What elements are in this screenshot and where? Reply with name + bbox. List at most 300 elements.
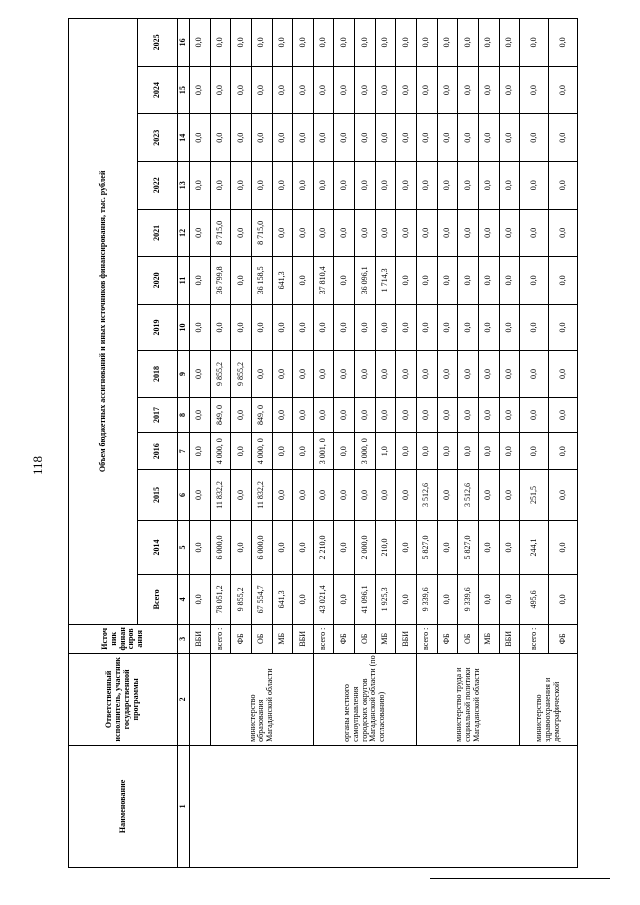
value-cell: 0,0 xyxy=(313,304,334,350)
value-cell: 0,0 xyxy=(549,114,578,162)
value-cell: 6 000,0 xyxy=(251,520,272,574)
table-row xyxy=(313,19,334,868)
value-cell: 0,0 xyxy=(231,470,252,521)
value-cell: 0,0 xyxy=(190,397,211,433)
value-cell: 36 096,1 xyxy=(355,257,376,305)
name-cell xyxy=(190,745,578,867)
value-cell: 0,0 xyxy=(334,257,355,305)
value-cell: 0,0 xyxy=(458,257,479,305)
column-number: 1 xyxy=(178,745,190,867)
value-cell: 0,0 xyxy=(251,66,272,114)
column-number: 10 xyxy=(178,304,190,350)
header-year: 2022 xyxy=(138,161,178,209)
value-cell: 0,0 xyxy=(231,520,252,574)
value-cell: 0,0 xyxy=(190,304,211,350)
value-cell: 0,0 xyxy=(549,161,578,209)
value-cell: 37 810,4 xyxy=(313,257,334,305)
value-cell: 0,0 xyxy=(396,257,417,305)
value-cell: 0,0 xyxy=(396,304,417,350)
value-cell: 9 855,2 xyxy=(231,574,252,624)
value-cell: 0,0 xyxy=(499,304,520,350)
value-cell: 0,0 xyxy=(478,257,499,305)
value-cell: 0,0 xyxy=(210,304,231,350)
column-number: 9 xyxy=(178,351,190,397)
value-cell: 0,0 xyxy=(334,520,355,574)
source-cell: ВБИ xyxy=(499,624,520,653)
column-number: 11 xyxy=(178,257,190,305)
value-cell: 0,0 xyxy=(520,304,549,350)
value-cell: 0,0 xyxy=(396,470,417,521)
source-cell: всего : xyxy=(313,624,334,653)
value-cell: 0,0 xyxy=(334,66,355,114)
value-cell: 0,0 xyxy=(478,304,499,350)
source-cell: ВБИ xyxy=(190,624,211,653)
value-cell: 78 051,2 xyxy=(210,574,231,624)
value-cell: 0,0 xyxy=(190,574,211,624)
value-cell: 210,0 xyxy=(375,520,396,574)
value-cell: 641,3 xyxy=(272,257,293,305)
value-cell: 3 512,6 xyxy=(458,470,479,521)
value-cell: 0,0 xyxy=(520,114,549,162)
value-cell: 11 832,2 xyxy=(251,470,272,521)
value-cell: 0,0 xyxy=(499,114,520,162)
value-cell: 0,0 xyxy=(478,19,499,67)
value-cell: 8 715,0 xyxy=(251,209,272,257)
value-cell: 0,0 xyxy=(272,161,293,209)
value-cell: 0,0 xyxy=(272,351,293,397)
value-cell: 0,0 xyxy=(437,433,458,470)
value-cell: 0,0 xyxy=(375,351,396,397)
value-cell: 0,0 xyxy=(210,114,231,162)
column-number: 3 xyxy=(178,624,190,653)
value-cell: 0,0 xyxy=(478,161,499,209)
value-cell: 0,0 xyxy=(231,209,252,257)
value-cell: 5 827,0 xyxy=(458,520,479,574)
value-cell: 0,0 xyxy=(190,433,211,470)
value-cell: 0,0 xyxy=(458,114,479,162)
value-cell: 0,0 xyxy=(313,114,334,162)
value-cell: 0,0 xyxy=(437,397,458,433)
source-cell: ФБ xyxy=(437,624,458,653)
executor-cell: министерство образования Магаданской области xyxy=(210,653,313,745)
rotated-table-container xyxy=(68,18,578,868)
value-cell: 0,0 xyxy=(417,257,438,305)
header-year: 2016 xyxy=(138,433,178,470)
value-cell: 0,0 xyxy=(251,351,272,397)
value-cell: 0,0 xyxy=(396,114,417,162)
value-cell: 1 714,3 xyxy=(375,257,396,305)
value-cell: 0,0 xyxy=(293,257,314,305)
value-cell: 0,0 xyxy=(355,397,376,433)
value-cell: 0,0 xyxy=(355,66,376,114)
value-cell: 0,0 xyxy=(549,520,578,574)
value-cell: 0,0 xyxy=(499,161,520,209)
value-cell: 0,0 xyxy=(478,209,499,257)
value-cell: 0,0 xyxy=(437,304,458,350)
value-cell: 0,0 xyxy=(520,351,549,397)
value-cell: 0,0 xyxy=(190,257,211,305)
executor-cell xyxy=(190,653,211,745)
value-cell: 0,0 xyxy=(293,209,314,257)
value-cell: 0,0 xyxy=(499,433,520,470)
value-cell: 0,0 xyxy=(334,19,355,67)
value-cell: 0,0 xyxy=(520,19,549,67)
source-cell: ВБИ xyxy=(396,624,417,653)
value-cell: 0,0 xyxy=(549,66,578,114)
header-year: 2019 xyxy=(138,304,178,350)
executor-cell: органы местного самоуправления городских округов Магаданской области (по согласованию) xyxy=(313,653,416,745)
value-cell: 0,0 xyxy=(231,304,252,350)
value-cell: 0,0 xyxy=(210,19,231,67)
header-name: Наименование xyxy=(69,745,178,867)
footer-line xyxy=(430,878,610,879)
executor-cell: министерство труда и социальной политики Магаданской области xyxy=(417,653,520,745)
value-cell: 0,0 xyxy=(520,397,549,433)
value-cell: 0,0 xyxy=(313,19,334,67)
value-cell: 9 339,6 xyxy=(417,574,438,624)
value-cell: 0,0 xyxy=(396,209,417,257)
source-cell: всего : xyxy=(520,624,549,653)
value-cell: 495,6 xyxy=(520,574,549,624)
value-cell: 0,0 xyxy=(499,66,520,114)
value-cell: 0,0 xyxy=(375,209,396,257)
value-cell: 3 000, 0 xyxy=(355,433,376,470)
source-cell: всего : xyxy=(417,624,438,653)
value-cell: 8 715,0 xyxy=(210,209,231,257)
table-row xyxy=(520,19,549,868)
value-cell: 0,0 xyxy=(231,114,252,162)
value-cell: 0,0 xyxy=(478,470,499,521)
header-year: 2020 xyxy=(138,257,178,305)
value-cell: 0,0 xyxy=(190,161,211,209)
value-cell: 0,0 xyxy=(437,114,458,162)
value-cell: 0,0 xyxy=(355,114,376,162)
value-cell: 0,0 xyxy=(499,257,520,305)
source-cell: всего : xyxy=(210,624,231,653)
value-cell: 0,0 xyxy=(499,209,520,257)
value-cell: 244,1 xyxy=(520,520,549,574)
value-cell: 0,0 xyxy=(549,257,578,305)
value-cell: 0,0 xyxy=(499,520,520,574)
value-cell: 0,0 xyxy=(499,19,520,67)
value-cell: 0,0 xyxy=(499,470,520,521)
column-number: 4 xyxy=(178,574,190,624)
value-cell: 0,0 xyxy=(520,66,549,114)
value-cell: 5 827,0 xyxy=(417,520,438,574)
value-cell: 0,0 xyxy=(375,470,396,521)
executor-cell: министерство здравоохранения и демографической xyxy=(520,653,578,745)
value-cell: 0,0 xyxy=(375,161,396,209)
value-cell: 0,0 xyxy=(334,161,355,209)
header-year: 2021 xyxy=(138,209,178,257)
value-cell: 0,0 xyxy=(499,351,520,397)
value-cell: 0,0 xyxy=(478,520,499,574)
value-cell: 0,0 xyxy=(231,433,252,470)
header-executor: Ответственный исполнитель, участник государственной программы xyxy=(69,653,178,745)
value-cell: 1,0 xyxy=(375,433,396,470)
header-year: 2018 xyxy=(138,351,178,397)
value-cell: 0,0 xyxy=(396,161,417,209)
value-cell: 0,0 xyxy=(375,304,396,350)
value-cell: 0,0 xyxy=(210,66,231,114)
value-cell: 0,0 xyxy=(375,19,396,67)
column-number: 12 xyxy=(178,209,190,257)
value-cell: 0,0 xyxy=(251,19,272,67)
value-cell: 0,0 xyxy=(190,520,211,574)
value-cell: 0,0 xyxy=(293,161,314,209)
value-cell: 0,0 xyxy=(417,114,438,162)
value-cell: 43 021,4 xyxy=(313,574,334,624)
value-cell: 0,0 xyxy=(458,397,479,433)
value-cell: 0,0 xyxy=(458,19,479,67)
value-cell: 2 000,0 xyxy=(355,520,376,574)
value-cell: 3 001, 0 xyxy=(313,433,334,470)
page-number: 118 xyxy=(30,455,45,475)
value-cell: 0,0 xyxy=(478,397,499,433)
source-cell: ФБ xyxy=(334,624,355,653)
value-cell: 11 832,2 xyxy=(210,470,231,521)
value-cell: 0,0 xyxy=(437,161,458,209)
value-cell: 0,0 xyxy=(396,19,417,67)
value-cell: 0,0 xyxy=(499,574,520,624)
value-cell: 0,0 xyxy=(293,66,314,114)
header-year: 2023 xyxy=(138,114,178,162)
value-cell: 0,0 xyxy=(549,351,578,397)
value-cell: 0,0 xyxy=(437,520,458,574)
source-cell: ФБ xyxy=(549,624,578,653)
value-cell: 0,0 xyxy=(478,574,499,624)
value-cell: 0,0 xyxy=(272,433,293,470)
column-number: 15 xyxy=(178,66,190,114)
source-cell: ОБ xyxy=(355,624,376,653)
value-cell: 0,0 xyxy=(417,161,438,209)
value-cell: 0,0 xyxy=(272,66,293,114)
value-cell: 0,0 xyxy=(458,433,479,470)
value-cell: 0,0 xyxy=(549,397,578,433)
source-cell: ФБ xyxy=(231,624,252,653)
value-cell: 3 512,6 xyxy=(417,470,438,521)
value-cell: 0,0 xyxy=(417,397,438,433)
header-year: 2015 xyxy=(138,470,178,521)
value-cell: 0,0 xyxy=(549,470,578,521)
value-cell: 0,0 xyxy=(190,114,211,162)
value-cell: 0,0 xyxy=(520,257,549,305)
value-cell: 0,0 xyxy=(520,209,549,257)
value-cell: 0,0 xyxy=(313,397,334,433)
value-cell: 0,0 xyxy=(417,19,438,67)
value-cell: 0,0 xyxy=(375,397,396,433)
value-cell: 0,0 xyxy=(272,397,293,433)
column-number: 14 xyxy=(178,114,190,162)
header-funding-title: Объем бюджетных ассигнований и иных источников финансирования, тыс. рублей xyxy=(69,19,138,625)
value-cell: 0,0 xyxy=(396,433,417,470)
header-year: 2017 xyxy=(138,397,178,433)
header-year: 2025 xyxy=(138,19,178,67)
value-cell: 0,0 xyxy=(437,257,458,305)
value-cell: 0,0 xyxy=(396,66,417,114)
value-cell: 0,0 xyxy=(210,161,231,209)
value-cell: 0,0 xyxy=(549,19,578,67)
value-cell: 0,0 xyxy=(458,161,479,209)
value-cell: 0,0 xyxy=(293,19,314,67)
value-cell: 0,0 xyxy=(520,161,549,209)
value-cell: 0,0 xyxy=(549,574,578,624)
column-number: 6 xyxy=(178,470,190,521)
value-cell: 0,0 xyxy=(355,351,376,397)
value-cell: 67 554,7 xyxy=(251,574,272,624)
header-year: 2014 xyxy=(138,520,178,574)
value-cell: 9 855,2 xyxy=(231,351,252,397)
value-cell: 0,0 xyxy=(437,19,458,67)
value-cell: 0,0 xyxy=(272,19,293,67)
value-cell: 0,0 xyxy=(375,114,396,162)
value-cell: 0,0 xyxy=(190,470,211,521)
table-row xyxy=(417,19,438,868)
value-cell: 0,0 xyxy=(396,574,417,624)
value-cell: 0,0 xyxy=(437,351,458,397)
value-cell: 41 096,1 xyxy=(355,574,376,624)
value-cell: 0,0 xyxy=(478,433,499,470)
value-cell: 0,0 xyxy=(334,574,355,624)
funding-table xyxy=(68,18,578,868)
value-cell: 0,0 xyxy=(437,574,458,624)
value-cell: 0,0 xyxy=(549,209,578,257)
value-cell: 849, 0 xyxy=(251,397,272,433)
value-cell: 2 210,0 xyxy=(313,520,334,574)
value-cell: 9 855,2 xyxy=(210,351,231,397)
value-cell: 0,0 xyxy=(334,433,355,470)
column-number: 13 xyxy=(178,161,190,209)
header-source: Источ ник финан сиров ания xyxy=(69,624,178,653)
header-total: Всего xyxy=(138,574,178,624)
column-number: 16 xyxy=(178,19,190,67)
value-cell: 0,0 xyxy=(417,66,438,114)
value-cell: 0,0 xyxy=(251,114,272,162)
source-cell: ВБИ xyxy=(293,624,314,653)
value-cell: 0,0 xyxy=(190,19,211,67)
value-cell: 0,0 xyxy=(417,209,438,257)
value-cell: 0,0 xyxy=(272,209,293,257)
value-cell: 0,0 xyxy=(272,114,293,162)
value-cell: 0,0 xyxy=(417,433,438,470)
value-cell: 0,0 xyxy=(293,114,314,162)
value-cell: 0,0 xyxy=(478,66,499,114)
value-cell: 0,0 xyxy=(190,351,211,397)
value-cell: 0,0 xyxy=(334,470,355,521)
column-number: 7 xyxy=(178,433,190,470)
value-cell: 0,0 xyxy=(251,304,272,350)
value-cell: 0,0 xyxy=(313,351,334,397)
value-cell: 0,0 xyxy=(334,209,355,257)
value-cell: 0,0 xyxy=(396,351,417,397)
value-cell: 0,0 xyxy=(293,470,314,521)
value-cell: 0,0 xyxy=(293,351,314,397)
value-cell: 0,0 xyxy=(396,397,417,433)
value-cell: 0,0 xyxy=(549,433,578,470)
value-cell: 0,0 xyxy=(549,304,578,350)
value-cell: 0,0 xyxy=(437,66,458,114)
value-cell: 0,0 xyxy=(293,397,314,433)
value-cell: 0,0 xyxy=(355,161,376,209)
value-cell: 0,0 xyxy=(231,161,252,209)
value-cell: 4 000, 0 xyxy=(251,433,272,470)
source-cell: ОБ xyxy=(251,624,272,653)
value-cell: 0,0 xyxy=(437,209,458,257)
value-cell: 36 158,5 xyxy=(251,257,272,305)
header-year: 2024 xyxy=(138,66,178,114)
value-cell: 251,5 xyxy=(520,470,549,521)
value-cell: 0,0 xyxy=(458,351,479,397)
value-cell: 0,0 xyxy=(293,520,314,574)
column-number: 5 xyxy=(178,520,190,574)
value-cell: 0,0 xyxy=(437,470,458,521)
value-cell: 0,0 xyxy=(272,304,293,350)
value-cell: 0,0 xyxy=(231,257,252,305)
value-cell: 0,0 xyxy=(478,351,499,397)
value-cell: 0,0 xyxy=(355,470,376,521)
value-cell: 0,0 xyxy=(334,397,355,433)
value-cell: 641,3 xyxy=(272,574,293,624)
value-cell: 0,0 xyxy=(231,397,252,433)
value-cell: 0,0 xyxy=(478,114,499,162)
value-cell: 0,0 xyxy=(293,574,314,624)
value-cell: 0,0 xyxy=(231,19,252,67)
value-cell: 0,0 xyxy=(293,433,314,470)
table-row xyxy=(190,19,211,868)
source-cell: ОБ xyxy=(458,624,479,653)
value-cell: 0,0 xyxy=(417,351,438,397)
value-cell: 0,0 xyxy=(313,161,334,209)
value-cell: 0,0 xyxy=(375,66,396,114)
value-cell: 0,0 xyxy=(313,209,334,257)
value-cell: 4 000, 0 xyxy=(210,433,231,470)
table-row xyxy=(210,19,231,868)
source-cell: МБ xyxy=(272,624,293,653)
value-cell: 0,0 xyxy=(272,470,293,521)
column-number: 8 xyxy=(178,397,190,433)
column-number: 2 xyxy=(178,653,190,745)
value-cell: 0,0 xyxy=(355,209,376,257)
value-cell: 0,0 xyxy=(458,66,479,114)
value-cell: 1 925,3 xyxy=(375,574,396,624)
value-cell: 0,0 xyxy=(458,209,479,257)
source-cell: МБ xyxy=(478,624,499,653)
value-cell: 0,0 xyxy=(396,520,417,574)
value-cell: 0,0 xyxy=(313,470,334,521)
value-cell: 0,0 xyxy=(355,304,376,350)
value-cell: 0,0 xyxy=(417,304,438,350)
value-cell: 6 000,0 xyxy=(210,520,231,574)
value-cell: 0,0 xyxy=(334,304,355,350)
value-cell: 0,0 xyxy=(190,66,211,114)
value-cell: 0,0 xyxy=(334,351,355,397)
value-cell: 0,0 xyxy=(272,520,293,574)
value-cell: 36 799,8 xyxy=(210,257,231,305)
value-cell: 0,0 xyxy=(334,114,355,162)
value-cell: 0,0 xyxy=(520,433,549,470)
source-cell: МБ xyxy=(375,624,396,653)
value-cell: 0,0 xyxy=(231,66,252,114)
value-cell: 0,0 xyxy=(190,209,211,257)
value-cell: 0,0 xyxy=(293,304,314,350)
value-cell: 0,0 xyxy=(458,304,479,350)
value-cell: 9 339,6 xyxy=(458,574,479,624)
value-cell: 0,0 xyxy=(355,19,376,67)
value-cell: 849, 0 xyxy=(210,397,231,433)
value-cell: 0,0 xyxy=(499,397,520,433)
value-cell: 0,0 xyxy=(251,161,272,209)
value-cell: 0,0 xyxy=(313,66,334,114)
